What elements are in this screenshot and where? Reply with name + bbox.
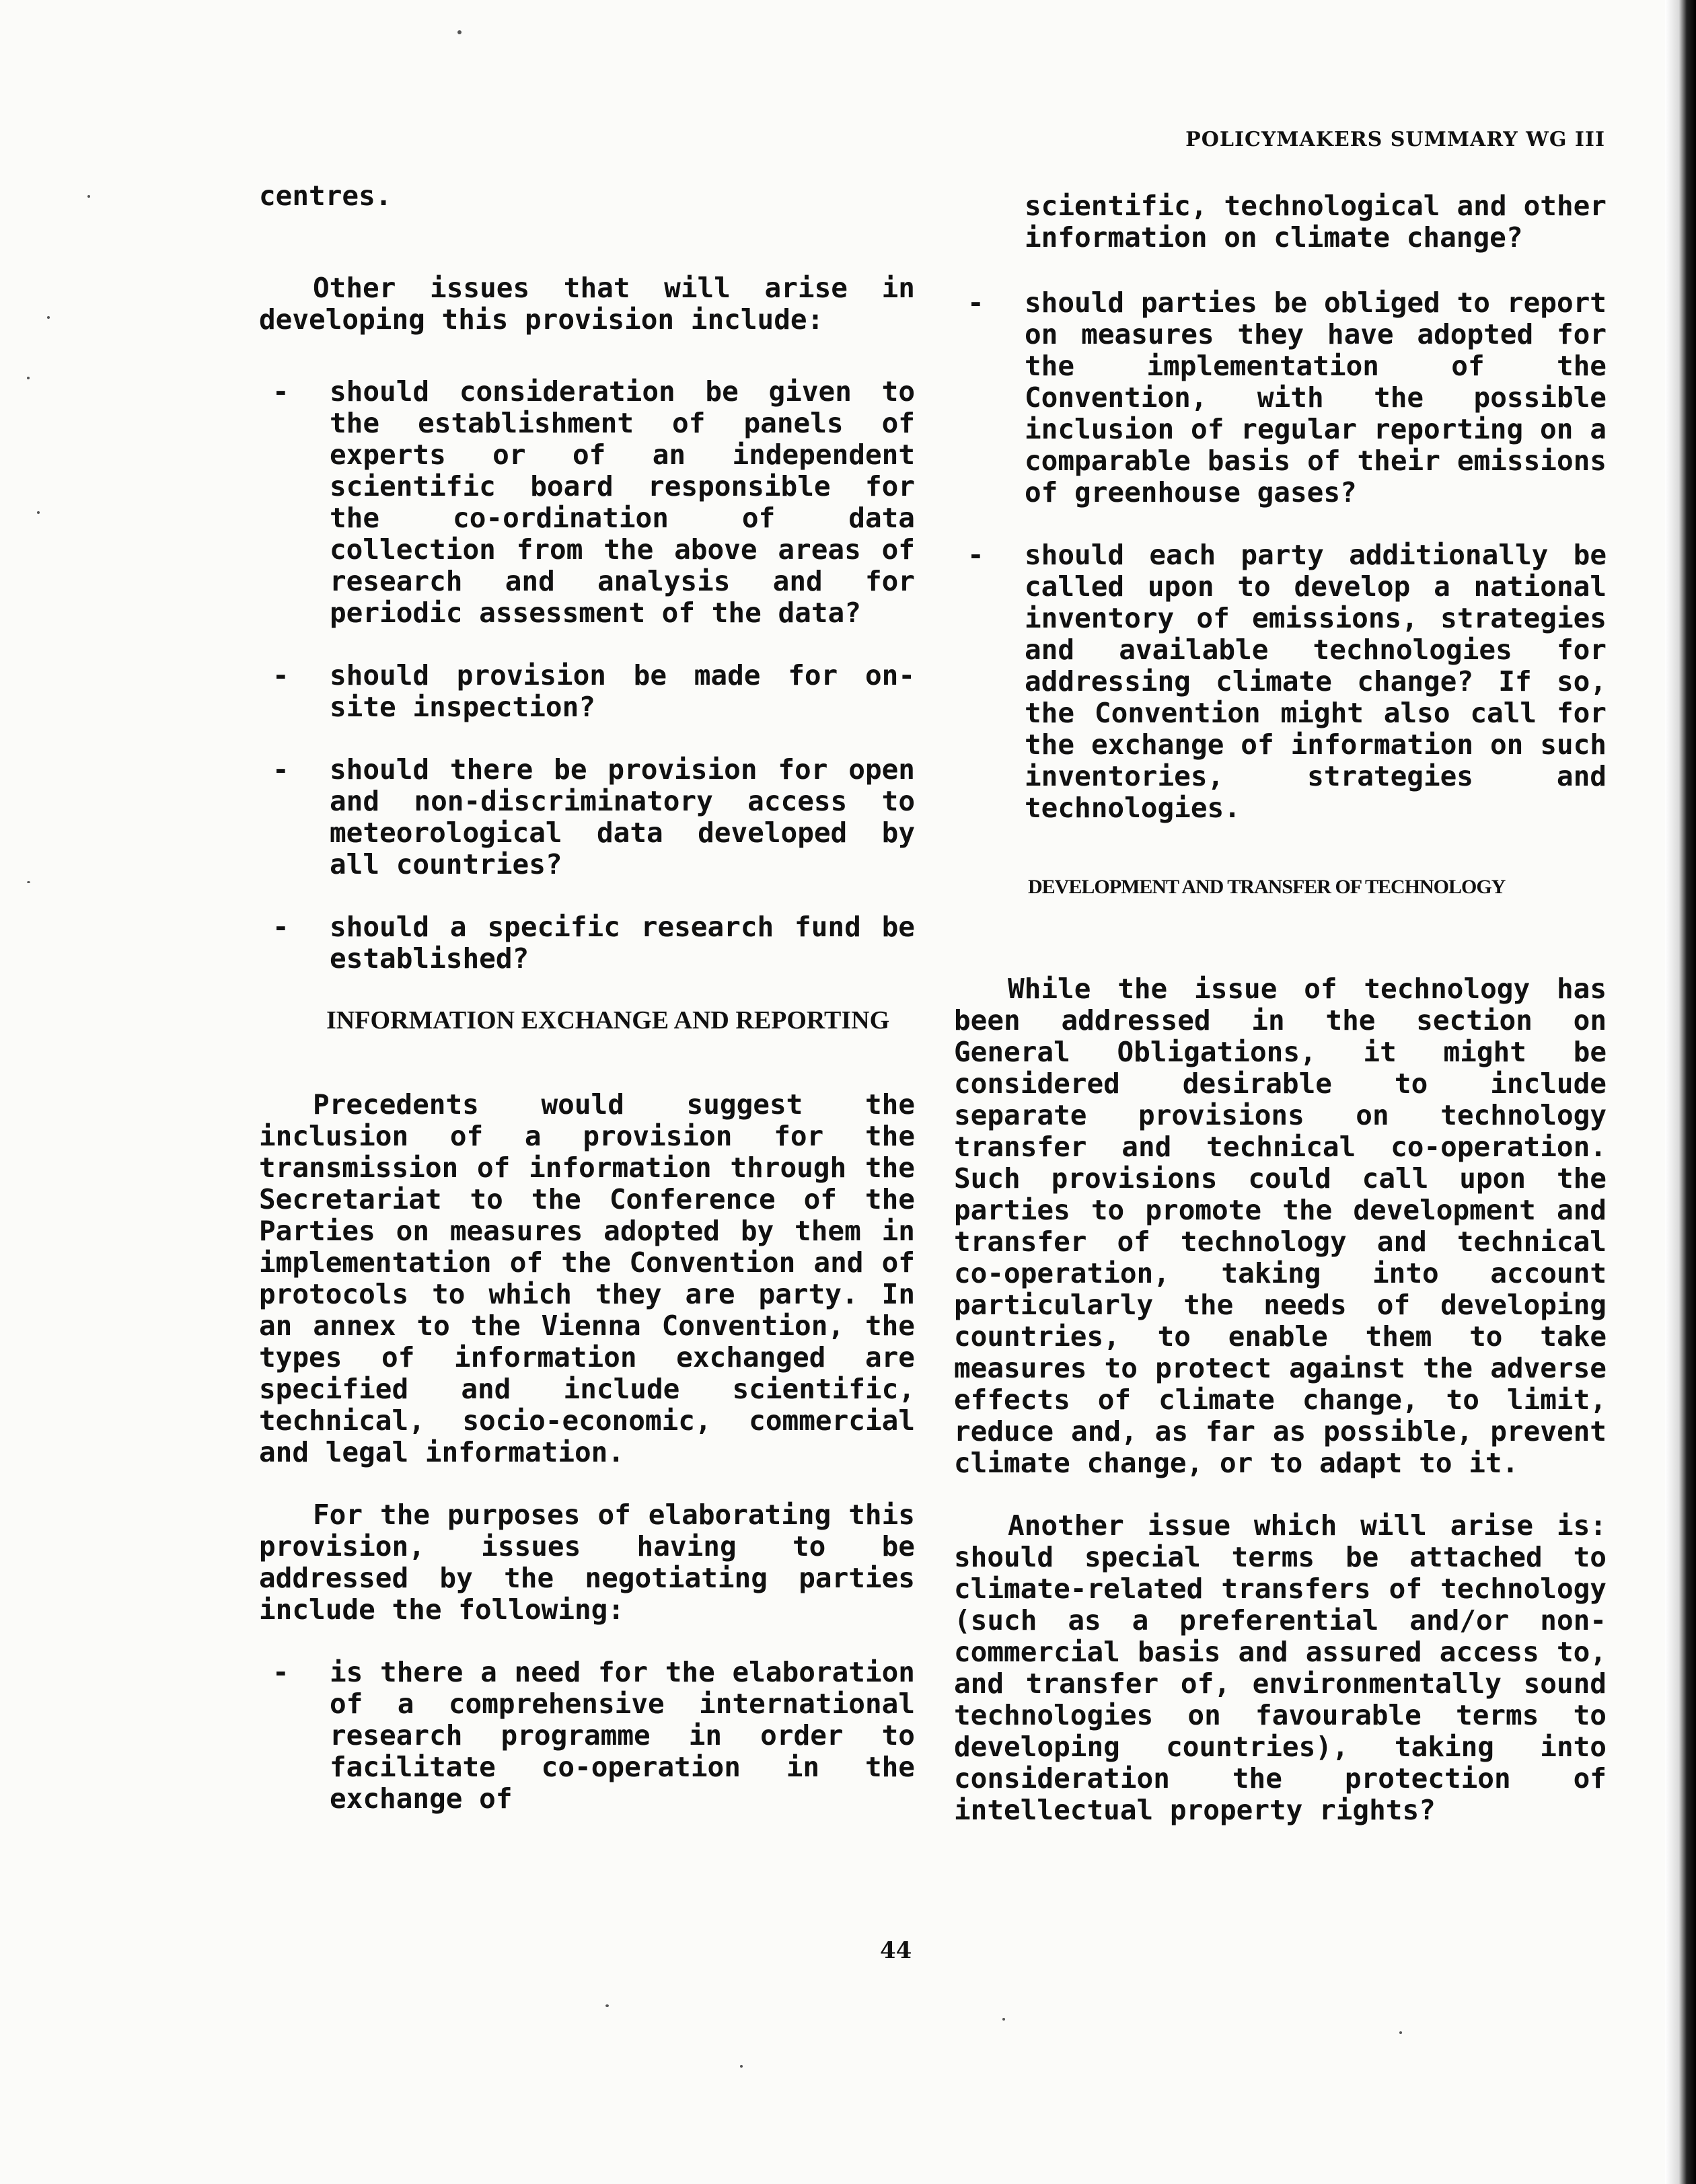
list-item xyxy=(954,287,1607,509)
section-heading-information-exchange: INFORMATION EXCHANGE AND REPORTING xyxy=(326,1006,890,1034)
list-item-text: should consideration be given to the establishment of panels of experts or of an independent scientific board responsible for the co-ordination of data collection from the above areas of research and analysis and for periodic assessment of the data? xyxy=(330,375,915,629)
bullet-dash: - xyxy=(272,753,289,786)
list-item-text: should provision be made for on-site inspection? xyxy=(330,659,915,723)
list-item xyxy=(259,376,915,629)
scan-speck xyxy=(1399,2031,1402,2034)
body-paragraph: For the purposes of elaborating this provision, issues having to be addressed by the negotiating parties include the following: xyxy=(259,1499,915,1626)
right-column xyxy=(954,190,1607,1857)
intro-paragraph: Other issues that will arise in developing this provision include: xyxy=(259,272,915,336)
bullet-dash: - xyxy=(272,375,289,408)
scan-speck xyxy=(605,2004,609,2007)
running-header: POLICYMAKERS SUMMARY WG III xyxy=(1185,128,1605,151)
scan-speck xyxy=(27,881,30,883)
list-item-text: should a specific research fund be established? xyxy=(330,911,915,975)
list-item-text: should there be provision for open and non-discriminatory access to meteorological data developed by all countries? xyxy=(330,753,915,880)
bullet-dash: - xyxy=(967,539,984,571)
section-heading-technology-transfer: DEVELOPMENT AND TRANSFER OF TECHNOLOGY xyxy=(1028,876,1506,898)
opening-fragment: centres. xyxy=(259,180,392,212)
list-item-text: is there a need for the elaboration of a comprehensive international research programme in order to facilitate co-operation in the exchange of xyxy=(330,1656,915,1815)
scan-page-edge xyxy=(1665,0,1696,2184)
list-item xyxy=(259,911,915,975)
page-number: 44 xyxy=(880,1937,912,1964)
list-item xyxy=(259,1657,915,1815)
scan-speck xyxy=(27,377,30,379)
bullet-dash: - xyxy=(272,1656,289,1688)
bullet-dash: - xyxy=(272,659,289,691)
body-paragraph: Another issue which will arise is: should special terms be attached to climate-related transfers of technology (such as a preferential and/or non-commercial basis and assured access to, and transfer of, environmentally sound technologies on favourable terms to developing countries), taking into consideration the protection of intellectual property rights? xyxy=(954,1509,1607,1826)
scan-speck xyxy=(1002,2018,1005,2021)
bullet-dash: - xyxy=(272,911,289,943)
list-item xyxy=(259,754,915,880)
body-paragraph: Precedents would suggest the inclusion of a provision for the transmission of information through the Secretariat to the Conference of the Parties on measures adopted by them in implementation of the Convention and of protocols to which they are party. In an annex to the Vienna Convention, the types of information exchanged are specified and include scientific, technical, socio-economic, commercial and legal information. xyxy=(259,1088,915,1468)
body-paragraph: While the issue of technology has been addressed in the section on General Obligations, it might be considered desirable to include separate provisions on technology transfer and technical co-operation. Such provisions could call upon the parties to promote the development and transfer of technology and technical co-operation, taking into account particularly the needs of developing countries, to enable them to take measures to protect against the adverse effects of climate change, to limit, reduce and, as far as possible, prevent climate change, or to adapt to it. xyxy=(954,973,1607,1479)
list-item xyxy=(954,539,1607,824)
list-item-text: should each party additionally be called upon to develop a national inventory of emissions, strategies and available technologies for addressing climate change? If so, the Convention might also call for the exchange of information on such inventories, strategies and technologies. xyxy=(1025,539,1607,824)
scan-speck xyxy=(47,316,50,319)
bullet-dash: - xyxy=(967,287,984,319)
list-item-continuation: scientific, technological and other information on climate change? xyxy=(1025,190,1607,254)
scan-speck xyxy=(87,195,90,198)
scan-speck xyxy=(37,511,40,514)
scan-speck xyxy=(457,30,462,34)
scan-speck xyxy=(740,2065,743,2068)
left-column xyxy=(259,180,915,1846)
list-item-text: should parties be obliged to report on measures they have adopted for the implementation of the Convention, with the possible inclusion of regular reporting on a comparable basis of their emissions of greenhouse gases? xyxy=(1025,287,1607,509)
list-item xyxy=(259,660,915,723)
